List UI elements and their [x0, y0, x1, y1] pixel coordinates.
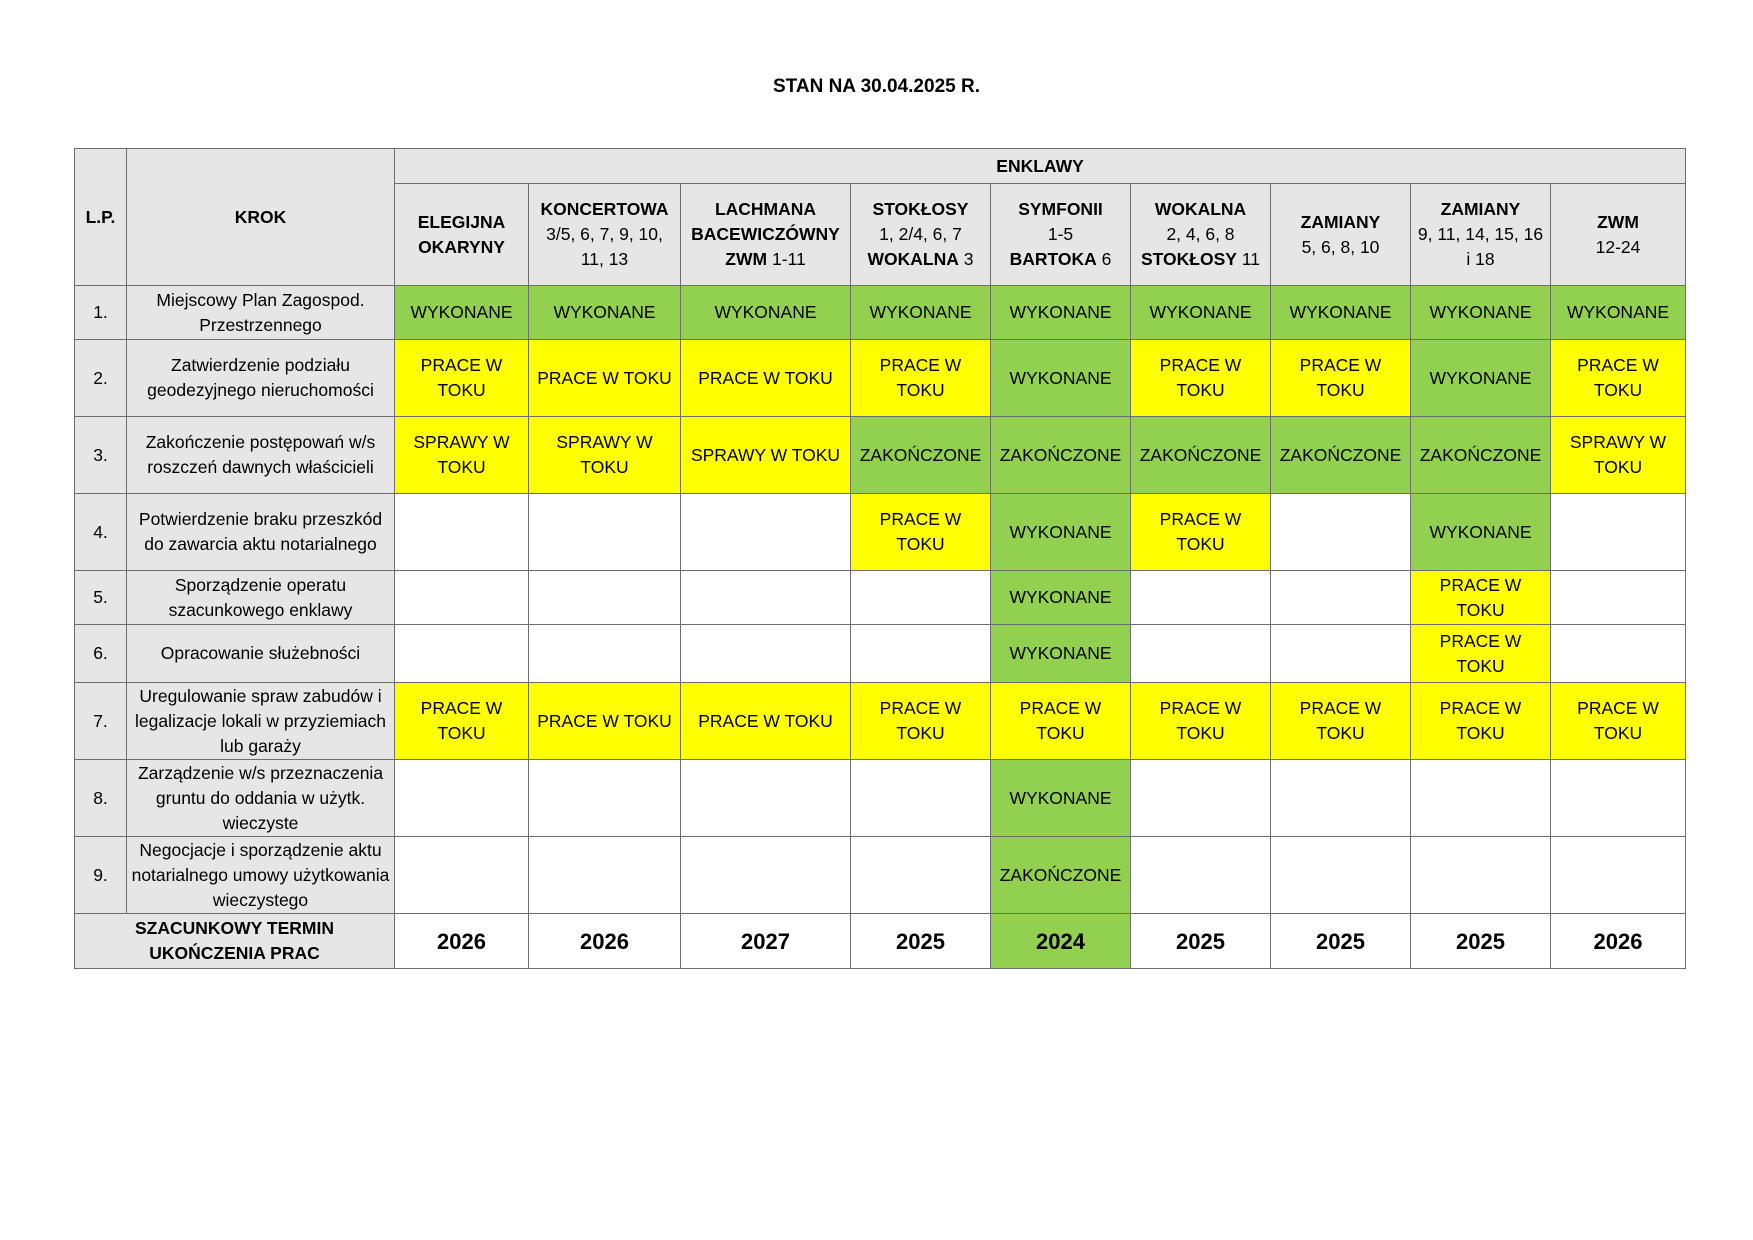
- row-number: 7.: [75, 683, 127, 760]
- completion-year: 2025: [1271, 914, 1411, 969]
- status-cell: [1131, 837, 1271, 914]
- table-row: [75, 837, 1686, 914]
- row-number: 1.: [75, 286, 127, 340]
- status-cell: [1271, 571, 1411, 625]
- completion-year: 2026: [529, 914, 681, 969]
- column-subtitle: [995, 222, 1126, 247]
- table-row: [75, 683, 1686, 760]
- status-cell: WYKONANE: [529, 286, 681, 340]
- status-cell: [1131, 571, 1271, 625]
- row-number: 9.: [75, 837, 127, 914]
- column-subtitle-2-street: WOKALNA: [867, 249, 959, 269]
- row-number: 8.: [75, 760, 127, 837]
- status-cell: [851, 571, 991, 625]
- column-name: KONCERTOWA: [540, 199, 669, 219]
- step-name: Potwierdzenie braku przeszkód do zawarcia aktu notarialnego: [127, 494, 395, 571]
- column-subtitle-2-street: STOKŁOSY: [1141, 249, 1237, 269]
- column-header-5: [991, 184, 1131, 286]
- step-name: Zatwierdzenie podziału geodezyjnego nieruchomości: [127, 340, 395, 417]
- status-cell: [681, 837, 851, 914]
- page-title: STAN NA 30.04.2025 R.: [773, 76, 980, 97]
- status-cell: PRACE W TOKU: [851, 340, 991, 417]
- column-subtitle-numbers: 9, 11, 14, 15, 16 i 18: [1417, 224, 1544, 269]
- status-cell: WYKONANE: [991, 625, 1131, 683]
- status-cell: [1411, 837, 1551, 914]
- column-subtitle-numbers: 5, 6, 8, 10: [1301, 236, 1380, 257]
- status-cell: PRACE W TOKU: [1411, 625, 1551, 683]
- row-number: 3.: [75, 417, 127, 494]
- column-subtitle-numbers: 1-5: [1047, 224, 1074, 244]
- status-cell: PRACE W TOKU: [1131, 683, 1271, 760]
- completion-year: 2026: [395, 914, 529, 969]
- step-name: Miejscowy Plan Zagospod. Przestrzennego: [127, 286, 395, 340]
- step-name: Opracowanie służebności: [127, 625, 395, 683]
- status-cell: [1271, 760, 1411, 837]
- column-subtitle-numbers: 3/5, 6, 7, 9, 10, 11, 13: [546, 224, 663, 269]
- status-cell: PRACE W TOKU: [1551, 683, 1686, 760]
- completion-label: SZACUNKOWY TERMIN UKOŃCZENIA PRAC: [75, 914, 395, 969]
- enclaves-status-table: [74, 148, 1686, 969]
- status-cell: SPRAWY W TOKU: [529, 417, 681, 494]
- status-cell: PRACE W TOKU: [1271, 340, 1411, 417]
- status-cell: [395, 625, 529, 683]
- status-cell: WYKONANE: [851, 286, 991, 340]
- status-cell: SPRAWY W TOKU: [1551, 417, 1686, 494]
- status-cell: WYKONANE: [1551, 286, 1686, 340]
- status-cell: [1131, 625, 1271, 683]
- column-subtitle-numbers: 1-11: [767, 249, 806, 269]
- header-lp: L.P.: [75, 149, 127, 286]
- table-row: [75, 571, 1686, 625]
- status-cell: [1271, 837, 1411, 914]
- status-cell: [1411, 760, 1551, 837]
- status-cell: [395, 494, 529, 571]
- status-cell: PRACE W TOKU: [529, 683, 681, 760]
- status-cell: [529, 494, 681, 571]
- column-subtitle: [533, 222, 676, 272]
- step-name: Uregulowanie spraw zabudów i legalizacje lokali w przyziemiach lub garaży: [127, 683, 395, 760]
- status-cell: ZAKOŃCZONE: [1271, 417, 1411, 494]
- status-cell: PRACE W TOKU: [851, 683, 991, 760]
- step-name: Zarządzenie w/s przeznaczenia gruntu do oddania w użytk. wieczyste: [127, 760, 395, 837]
- status-cell: PRACE W TOKU: [395, 340, 529, 417]
- status-cell: PRACE W TOKU: [1271, 683, 1411, 760]
- status-cell: [681, 760, 851, 837]
- status-cell: [1551, 760, 1686, 837]
- status-cell: [529, 837, 681, 914]
- column-name: ZAMIANY: [1440, 199, 1521, 219]
- row-number: 2.: [75, 340, 127, 417]
- status-cell: [851, 625, 991, 683]
- status-cell: [395, 571, 529, 625]
- status-cell: PRACE W TOKU: [851, 494, 991, 571]
- column-header-9: [1551, 184, 1686, 286]
- status-cell: [395, 760, 529, 837]
- column-subtitle-2: [855, 247, 986, 272]
- status-cell: PRACE W TOKU: [1411, 683, 1551, 760]
- status-cell: ZAKOŃCZONE: [851, 417, 991, 494]
- status-cell: [1551, 494, 1686, 571]
- column-subtitle-2: [995, 247, 1126, 272]
- status-cell: PRACE W TOKU: [1131, 494, 1271, 571]
- table-row: [75, 494, 1686, 571]
- column-subtitle-2-numbers: 11: [1236, 249, 1260, 269]
- column-name: SYMFONII: [1018, 199, 1103, 219]
- row-number: 6.: [75, 625, 127, 683]
- table-row: [75, 760, 1686, 837]
- column-name: WOKALNA: [1154, 199, 1247, 219]
- status-cell: WYKONANE: [1271, 286, 1411, 340]
- completion-year: 2024: [991, 914, 1131, 969]
- column-subtitle: [855, 222, 986, 247]
- status-cell: WYKONANE: [681, 286, 851, 340]
- status-cell: WYKONANE: [991, 494, 1131, 571]
- status-cell: [681, 494, 851, 571]
- status-cell: WYKONANE: [1411, 340, 1551, 417]
- status-cell: SPRAWY W TOKU: [681, 417, 851, 494]
- status-cell: PRACE W TOKU: [681, 683, 851, 760]
- step-name: Negocjacje i sporządzenie aktu notarialnego umowy użytkowania wieczystego: [127, 837, 395, 914]
- header-krok: KROK: [127, 149, 395, 286]
- status-cell: [1131, 760, 1271, 837]
- status-cell: [1551, 837, 1686, 914]
- column-subtitle-street: ZWM: [725, 249, 768, 269]
- status-cell: ZAKOŃCZONE: [1411, 417, 1551, 494]
- status-cell: WYKONANE: [1411, 494, 1551, 571]
- footer-row: [75, 914, 1686, 969]
- status-cell: WYKONANE: [991, 340, 1131, 417]
- completion-year: 2026: [1551, 914, 1686, 969]
- status-cell: ZAKOŃCZONE: [991, 837, 1131, 914]
- status-cell: PRACE W TOKU: [991, 683, 1131, 760]
- step-name: Zakończenie postępowań w/s roszczeń dawnych właścicieli: [127, 417, 395, 494]
- header-enklawy: ENKLAWY: [395, 149, 1686, 184]
- column-name: STOKŁOSY: [872, 199, 969, 219]
- column-header-2: [529, 184, 681, 286]
- column-header-3: [681, 184, 851, 286]
- completion-year: 2025: [851, 914, 991, 969]
- status-cell: [395, 837, 529, 914]
- status-cell: PRACE W TOKU: [1411, 571, 1551, 625]
- status-cell: [1271, 625, 1411, 683]
- column-name: LACHMANA BACEWICZÓWNY: [691, 199, 840, 244]
- column-header-7: [1271, 184, 1411, 286]
- status-cell: WYKONANE: [395, 286, 529, 340]
- status-cell: [529, 571, 681, 625]
- column-header-1: [395, 184, 529, 286]
- row-number: 5.: [75, 571, 127, 625]
- status-cell: PRACE W TOKU: [1551, 340, 1686, 417]
- status-cell: [1551, 625, 1686, 683]
- completion-year: 2027: [681, 914, 851, 969]
- status-cell: [1551, 571, 1686, 625]
- column-subtitle-numbers: 12-24: [1595, 236, 1641, 257]
- column-subtitle-numbers: 2, 4, 6, 8: [1166, 224, 1235, 244]
- completion-year: 2025: [1131, 914, 1271, 969]
- status-cell: [1271, 494, 1411, 571]
- status-cell: [529, 760, 681, 837]
- status-cell: WYKONANE: [991, 286, 1131, 340]
- row-number: 4.: [75, 494, 127, 571]
- completion-year: 2025: [1411, 914, 1551, 969]
- column-subtitle: [1555, 235, 1681, 260]
- column-header-8: [1411, 184, 1551, 286]
- status-cell: PRACE W TOKU: [395, 683, 529, 760]
- status-cell: [681, 625, 851, 683]
- status-cell: [529, 625, 681, 683]
- column-subtitle-2-street: BARTOKA: [1009, 249, 1097, 269]
- column-header-4: [851, 184, 991, 286]
- column-header-6: [1131, 184, 1271, 286]
- table-row: [75, 340, 1686, 417]
- column-name: ZWM: [1597, 211, 1639, 232]
- status-cell: WYKONANE: [991, 571, 1131, 625]
- status-cell: [851, 760, 991, 837]
- status-cell: PRACE W TOKU: [1131, 340, 1271, 417]
- column-subtitle-numbers: 1, 2/4, 6, 7: [879, 224, 962, 244]
- status-cell: WYKONANE: [1131, 286, 1271, 340]
- status-cell: [681, 571, 851, 625]
- table-row: [75, 286, 1686, 340]
- status-cell: SPRAWY W TOKU: [395, 417, 529, 494]
- status-cell: ZAKOŃCZONE: [991, 417, 1131, 494]
- column-subtitle-2: [1135, 247, 1266, 272]
- table-row: [75, 417, 1686, 494]
- column-name: ZAMIANY: [1300, 211, 1381, 232]
- status-cell: [851, 837, 991, 914]
- column-subtitle-2-numbers: 6: [1096, 249, 1112, 269]
- column-subtitle: [1275, 235, 1406, 260]
- status-cell: WYKONANE: [991, 760, 1131, 837]
- table-row: [75, 625, 1686, 683]
- column-subtitle: [1415, 222, 1546, 272]
- column-name: ELEGIJNA OKARYNY: [417, 211, 506, 257]
- column-subtitle: [1135, 222, 1266, 247]
- status-cell: WYKONANE: [1411, 286, 1551, 340]
- status-cell: PRACE W TOKU: [529, 340, 681, 417]
- step-name: Sporządzenie operatu szacunkowego enklawy: [127, 571, 395, 625]
- status-cell: PRACE W TOKU: [681, 340, 851, 417]
- column-subtitle: [685, 247, 846, 272]
- status-cell: ZAKOŃCZONE: [1131, 417, 1271, 494]
- column-subtitle-2-numbers: 3: [958, 249, 974, 269]
